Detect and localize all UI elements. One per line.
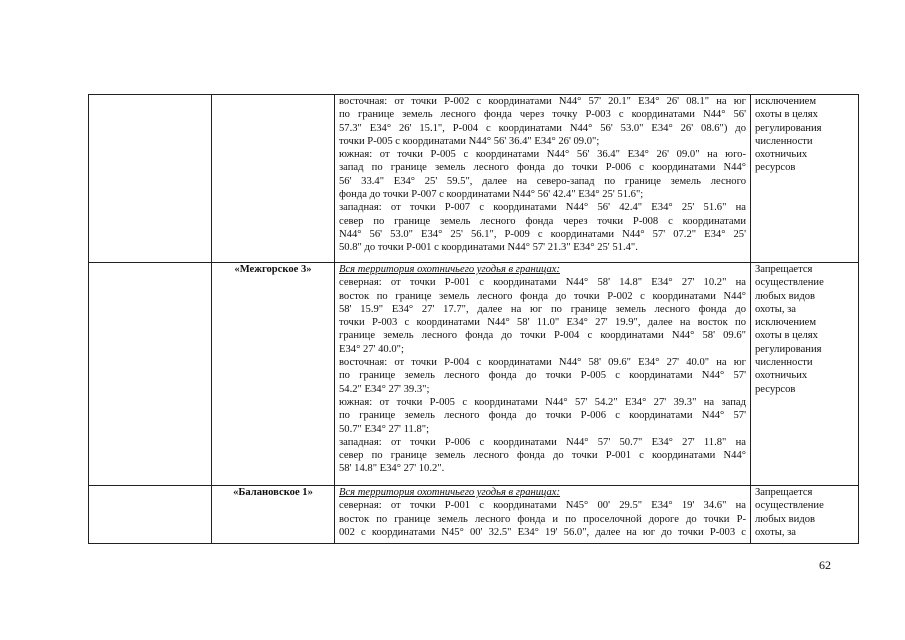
boundary-heading: Вся территория охотничьего угодья в границах: xyxy=(339,264,561,275)
boundary-line: восточная: от точки Р-004 с координатами N44° 58' 09.6" E34° 27' 40.0" на юг xyxy=(339,357,746,369)
row-number-cell xyxy=(89,95,212,263)
restriction-cell xyxy=(751,486,859,544)
boundary-line: север по границе земель лесного фонда до точки Р-001 с координатами N44° xyxy=(339,450,746,462)
boundary-line: по границе земель лесного фонда до точки Р-005 с координатами N44° 57' xyxy=(339,370,746,382)
hunting-grounds-table xyxy=(88,94,859,544)
boundary-line: южная: от точки Р-005 с координатами N44° 56' 36.4" E34° 26' 09.0" на юго- xyxy=(339,149,746,161)
restriction-line: любых видов xyxy=(755,290,816,302)
restriction-cell xyxy=(751,263,859,486)
boundary-line: восток по границе земель лесного фонда и по проселочной дороге до точки Р- xyxy=(339,513,746,525)
boundary-line: восточная: от точки Р-002 с координатами N44° 57' 20.1" E34° 26' 08.1" на юг xyxy=(339,96,746,107)
restriction-line: Запрещается xyxy=(755,264,813,275)
restriction-line: осуществление xyxy=(755,277,824,289)
boundary-line: западная: от точки Р-006 с координатами N44° 57' 50.7" E34° 27' 11.8" на xyxy=(339,436,746,448)
boundary-line: западная: от точки Р-007 с координатами N44° 56' 42.4" E34° 25' 51.6" на xyxy=(339,202,746,214)
boundary-line: 54.2" E34° 27' 39.3"; xyxy=(339,383,430,395)
page-number: 62 xyxy=(819,558,831,572)
boundary-line: границе земель лесного фонда до точки Р-004 с координатами N44° 58' 09.6" xyxy=(339,330,746,342)
restriction-line: любых видов xyxy=(755,513,816,525)
boundary-description-cell xyxy=(335,95,751,263)
row-number-cell xyxy=(89,263,212,486)
boundary-line: запад по границе земель лесного фонда до точки Р-006 с координатами N44° xyxy=(339,162,746,174)
ground-name-cell: «Балановское 1» xyxy=(212,486,335,544)
table-row xyxy=(89,486,859,544)
ground-name-cell xyxy=(212,95,335,263)
row-number-cell xyxy=(89,486,212,544)
boundary-line: 58' 14.8" E34° 27' 10.2". xyxy=(339,463,445,475)
boundary-line: южная: от точки Р-005 с координатами N44° 57' 54.2" E34° 27' 39.3" на запад xyxy=(339,396,746,408)
boundary-line: север по границе земель лесного фонда через точки Р-008 с координатами xyxy=(339,215,746,227)
restriction-line: регулирования xyxy=(755,343,822,355)
boundary-line: E34° 27' 40.0"; xyxy=(339,343,404,355)
boundary-line: точки Р-003 с координатами N44° 58' 11.0" E34° 27' 19.9", далее на восток по xyxy=(339,317,746,329)
table-row xyxy=(89,95,859,263)
boundary-line: 58' 15.9" E34° 27' 17.7", далее на юг по границе земель лесного фонда до xyxy=(339,303,746,315)
restriction-line: ресурсов xyxy=(755,162,796,174)
restriction-cell xyxy=(751,95,859,263)
restriction-line: осуществление xyxy=(755,500,824,512)
boundary-line: 50.7" E34° 27' 11.8"; xyxy=(339,423,430,435)
boundary-line: точки Р-005 с координатами N44° 56' 36.4" E34° 26' 09.0"; xyxy=(339,135,600,147)
restriction-line: численности xyxy=(755,135,813,147)
table-body xyxy=(89,95,859,544)
boundary-line: по границе земель лесного фонда через точку Р-003 с координатами N44° 56' xyxy=(339,109,746,121)
boundary-line: северная: от точки Р-001 с координатами N45° 00' 29.5" E34° 19' 34.6" на xyxy=(339,500,746,512)
restriction-line: численности xyxy=(755,357,813,369)
boundary-line: фонда до точки Р-007 с координатами N44° 56' 42.4" E34° 25' 51.6"; xyxy=(339,189,644,201)
boundary-line: по границе земель лесного фонда до точки Р-006 с координатами N44° 57' xyxy=(339,410,746,422)
restriction-line: исключением xyxy=(755,317,817,329)
restriction-line: охоты в целях xyxy=(755,330,818,342)
restriction-line: исключением xyxy=(755,96,817,107)
boundary-heading: Вся территория охотничьего угодья в границах: xyxy=(339,487,561,498)
restriction-line: охоты, за xyxy=(755,303,797,315)
restriction-line: Запрещается xyxy=(755,487,813,498)
restriction-line: регулирования xyxy=(755,122,822,134)
boundary-line: 56' 33.4" E34° 25' 59.5", далее на северо-запад по границе земель лесного xyxy=(339,175,746,187)
restriction-line: ресурсов xyxy=(755,383,796,395)
boundary-description-cell xyxy=(335,263,751,486)
restriction-line: охоты, за xyxy=(755,526,797,538)
restriction-line: охотничьих xyxy=(755,370,808,382)
restriction-line: охоты в целях xyxy=(755,109,818,121)
boundary-line: N44° 56' 53.0" E34° 25' 56.1", Р-009 с координатами N44° 57' 07.2" E34° 25' xyxy=(339,228,746,240)
table-row xyxy=(89,263,859,486)
boundary-line: 002 с координатами N45° 00' 32.5" E34° 19' 56.0", далее на юг до точки Р-003 с xyxy=(339,526,746,538)
boundary-line: 57.3" E34° 26' 15.1", Р-004 с координатами N44° 56' 53.0" E34° 26' 08.6") до xyxy=(339,122,746,134)
ground-name-cell: «Межгорское 3» xyxy=(212,263,335,486)
boundary-line: северная: от точки Р-001 с координатами N44° 58' 14.8" E34° 27' 10.2" на xyxy=(339,277,746,289)
boundary-line: восток по границе земель лесного фонда до точки Р-002 с координатами N44° xyxy=(339,290,746,302)
boundary-description-cell xyxy=(335,486,751,544)
restriction-line: охотничьих xyxy=(755,149,808,161)
boundary-line: 50.8" до точки Р-001 с координатами N44° 57' 21.3" E34° 25' 51.4". xyxy=(339,242,638,254)
